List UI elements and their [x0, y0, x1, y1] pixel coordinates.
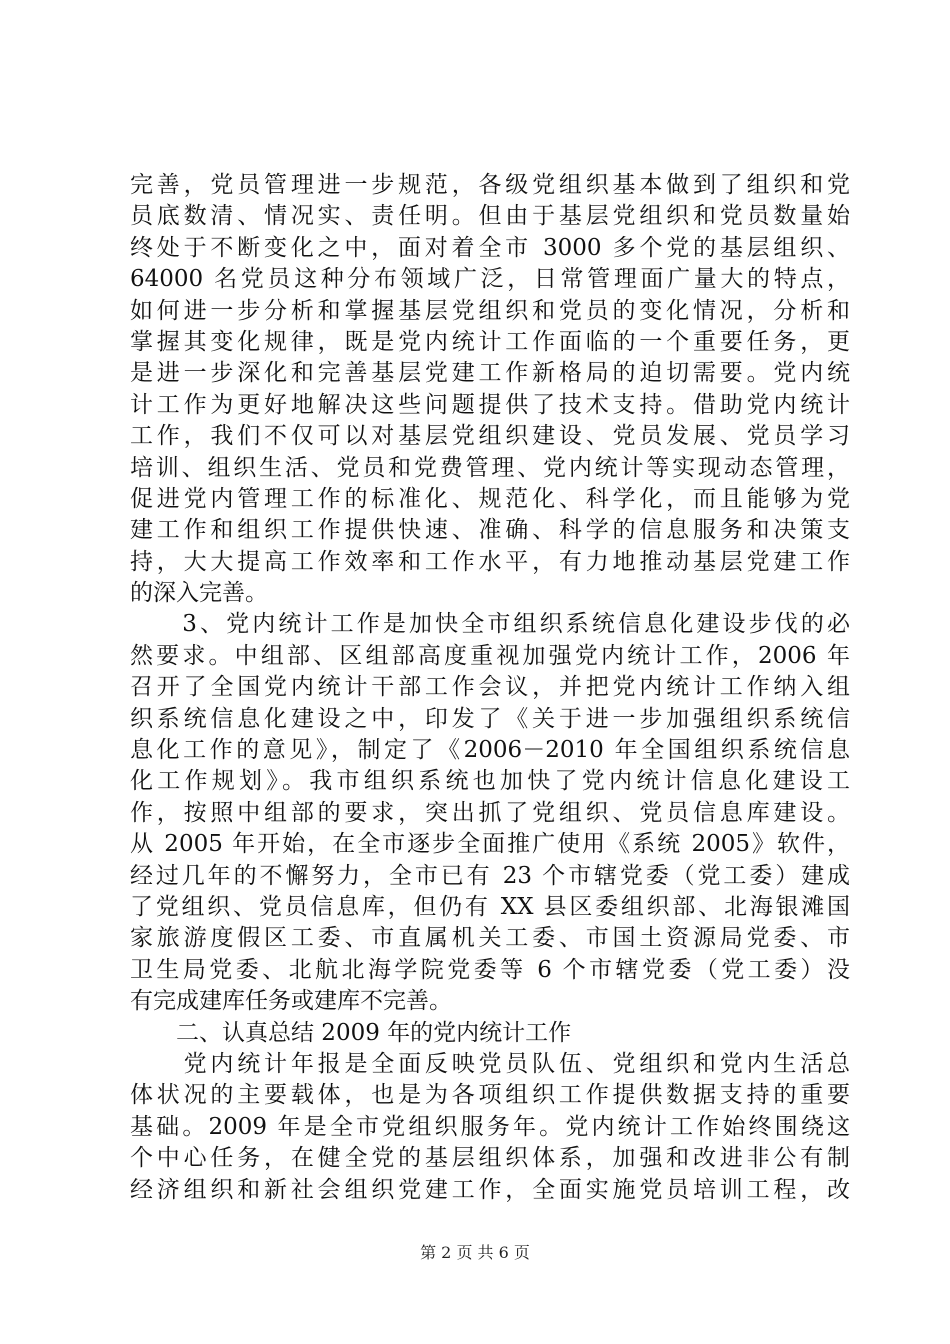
text-line: 党内统计年报是全面反映党员队伍、党组织和党内生活总 [130, 1050, 850, 1077]
text-line: 然要求。中组部、区组部高度重视加强党内统计工作，2006 年 [130, 642, 850, 669]
text-line: 完善，党员管理进一步规范，各级党组织基本做到了组织和党 [130, 172, 850, 198]
text-line: 的深入完善。 [130, 580, 268, 607]
text-line: 织系统信息化建设之中，印发了《关于进一步加强组织系统信 [130, 705, 850, 732]
text-line: 如何进一步分析和掌握基层党组织和党员的变化情况，分析和 [130, 297, 850, 324]
text-line: 化工作规划》。我市组织系统也加快了党内统计信息化建设工 [130, 768, 850, 795]
text-line: 64000 名党员这种分布领域广泛，日常管理面广量大的特点， [130, 266, 850, 293]
text-line: 持，大大提高工作效率和工作水平，有力地推动基层党建工作 [130, 548, 850, 575]
text-line: 了党组织、党员信息库，但仍有 XX 县区委组织部、北海银滩国 [130, 893, 850, 920]
text-line: 是进一步深化和完善基层党建工作新格局的迫切需要。党内统 [130, 360, 850, 387]
text-line: 计工作为更好地解决这些问题提供了技术支持。借助党内统计 [130, 391, 850, 418]
text-line: 作，按照中组部的要求，突出抓了党组织、党员信息库建设。 [130, 799, 850, 826]
text-line: 培训、组织生活、党员和党费管理、党内统计等实现动态管理， [130, 454, 850, 481]
text-line: 召开了全国党内统计干部工作会议，并把党内统计工作纳入组 [130, 674, 850, 701]
text-line: 掌握其变化规律，既是党内统计工作面临的一个重要任务，更 [130, 328, 850, 355]
text-line: 员底数清、情况实、责任明。但由于基层党组织和党员数量始 [130, 203, 850, 230]
text-line: 经过几年的不懈努力，全市已有 23 个市辖党委（党工委）建成 [130, 862, 850, 889]
text-line: 3、党内统计工作是加快全市组织系统信息化建设步伐的必 [130, 611, 850, 638]
body-text [130, 170, 850, 1206]
text-line: 有完成建库任务或建库不完善。 [130, 988, 452, 1015]
text-line: 家旅游度假区工委、市直属机关工委、市国土资源局党委、市 [130, 925, 850, 952]
text-line: 促进党内管理工作的标准化、规范化、科学化，而且能够为党 [130, 485, 850, 512]
text-line: 基础。2009 年是全市党组织服务年。党内统计工作始终围绕这 [130, 1113, 850, 1140]
page-footer: 第 2 页 共 6 页 [420, 1243, 530, 1262]
text-line: 从 2005 年开始，在全市逐步全面推广使用《系统 2005》软件， [130, 831, 850, 858]
text-line: 个中心任务，在健全党的基层组织体系，加强和改进非公有制 [130, 1145, 850, 1172]
section-heading: 二、认真总结 2009 年的党内统计工作 [130, 1019, 572, 1046]
text-line: 体状况的主要载体，也是为各项组织工作提供数据支持的重要 [130, 1082, 850, 1109]
text-line: 息化工作的意见》，制定了《2006－2010 年全国组织系统信息 [130, 737, 850, 764]
text-line: 建工作和组织工作提供快速、准确、科学的信息服务和决策支 [130, 517, 850, 544]
text-line: 工作，我们不仅可以对基层党组织建设、党员发展、党员学习 [130, 423, 850, 450]
text-line: 终处于不断变化之中，面对着全市 3000 多个党的基层组织、 [130, 234, 850, 261]
text-line: 卫生局党委、北航北海学院党委等 6 个市辖党委（党工委）没 [130, 956, 850, 983]
text-line: 经济组织和新社会组织党建工作，全面实施党员培训工程，改 [130, 1176, 850, 1203]
